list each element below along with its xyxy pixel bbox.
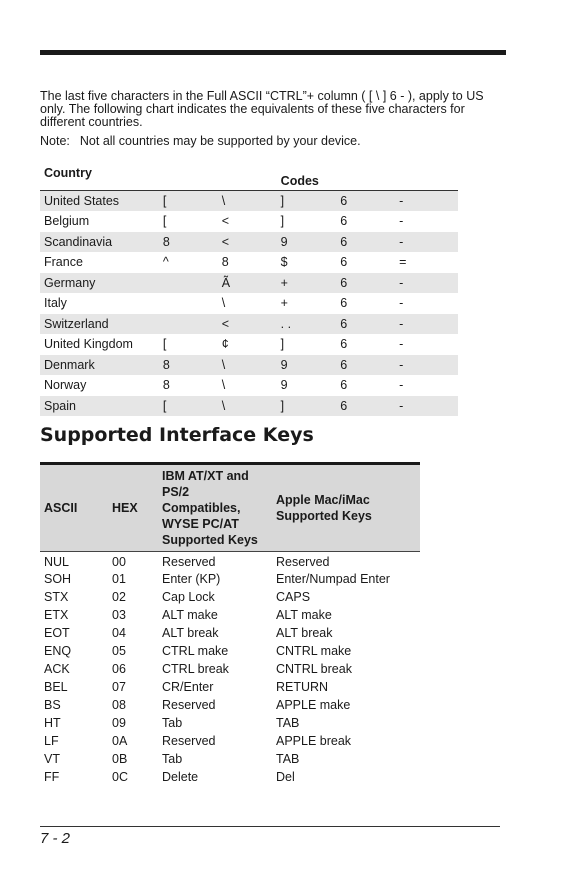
note-label: Note: <box>40 134 70 148</box>
code-cell <box>163 273 222 294</box>
apple-cell: ALT make <box>276 607 332 622</box>
code-cell: < <box>221 316 230 331</box>
ascii-cell: NUL <box>44 554 70 569</box>
ibm-header: IBM AT/XT and PS/2 Compatibles, WYSE PC/AT Supported Keys <box>162 469 258 547</box>
apple-cell: CNTRL make <box>276 643 352 658</box>
ibm-cell: ALT break <box>162 625 219 640</box>
code-cell: - <box>399 275 404 290</box>
key-row <box>40 750 420 768</box>
ascii-cell: STX <box>44 589 69 604</box>
key-row <box>40 714 420 732</box>
code-cell: 6 <box>340 234 348 249</box>
key-row <box>40 660 420 678</box>
ascii-cell: EOT <box>44 625 70 640</box>
ascii-cell: BEL <box>44 679 68 694</box>
code-cell: - <box>399 357 404 372</box>
apple-cell: Del <box>276 769 295 784</box>
hex-cell: 04 <box>112 625 126 640</box>
code-cell: 6 <box>340 194 348 208</box>
page-number: 7 - 2 <box>40 830 71 847</box>
hex-cell: 09 <box>112 715 126 730</box>
country-row <box>40 334 458 355</box>
country-row <box>40 375 458 396</box>
hex-cell: 07 <box>112 679 126 694</box>
ibm-cell: Tab <box>162 751 183 766</box>
code-cell: ¢ <box>221 337 229 352</box>
ibm-cell: CTRL make <box>162 643 229 658</box>
code-cell: \ <box>221 398 226 413</box>
key-row <box>40 696 420 714</box>
code-cell: + <box>280 275 288 290</box>
key-row <box>40 552 420 570</box>
codes-header: Codes <box>280 174 319 188</box>
ibm-cell: Enter (KP) <box>162 571 221 586</box>
country-table-body <box>40 191 458 417</box>
country-row <box>40 232 458 253</box>
code-cell: 6 <box>340 378 348 393</box>
code-cell: 8 <box>162 378 170 393</box>
code-cell: [ <box>162 398 167 413</box>
apple-cell: Enter/Numpad Enter <box>276 571 390 586</box>
apple-cell: ALT break <box>276 625 333 640</box>
code-cell: + <box>280 296 288 311</box>
country-codes-table <box>40 166 458 416</box>
hex-cell: 03 <box>112 607 126 622</box>
hex-cell: 0A <box>112 733 128 748</box>
code-cell: < <box>221 214 230 229</box>
code-cell: 9 <box>280 378 288 393</box>
country-row <box>40 211 458 232</box>
country-table-header <box>40 166 458 191</box>
ascii-cell: ENQ <box>44 643 72 658</box>
ascii-cell: LF <box>44 733 59 748</box>
note <box>40 134 500 148</box>
ascii-cell: BS <box>44 697 61 712</box>
country-name: Belgium <box>44 214 90 229</box>
keys-table-header <box>40 464 420 552</box>
ascii-cell: ETX <box>44 607 69 622</box>
code-cell: [ <box>162 337 167 352</box>
apple-cell: CNTRL break <box>276 661 352 676</box>
code-cell: [ <box>162 214 167 229</box>
country-name: Denmark <box>44 357 95 372</box>
code-cell: 9 <box>280 357 288 372</box>
hex-header: HEX <box>112 501 138 515</box>
ascii-cell: SOH <box>44 571 72 586</box>
interface-keys-table <box>40 462 420 786</box>
apple-cell: TAB <box>276 715 300 730</box>
code-cell: 6 <box>340 214 348 229</box>
ibm-cell: Reserved <box>162 697 216 712</box>
code-cell: ] <box>280 194 285 208</box>
ibm-cell: Reserved <box>162 554 216 569</box>
country-name: United Kingdom <box>44 337 133 352</box>
code-cell: - <box>399 398 404 413</box>
hex-cell: 05 <box>112 643 126 658</box>
code-cell: 6 <box>340 357 348 372</box>
key-row <box>40 732 420 750</box>
ascii-cell: HT <box>44 715 61 730</box>
section-title: Supported Interface Keys <box>40 424 314 446</box>
code-cell: - <box>399 214 404 229</box>
country-name: Spain <box>44 398 76 413</box>
country-name: France <box>44 255 83 270</box>
hex-cell: 02 <box>112 589 126 604</box>
ibm-cell: Delete <box>162 769 199 784</box>
code-cell: - <box>399 296 404 311</box>
top-rule <box>40 50 506 55</box>
code-cell: \ <box>221 357 226 372</box>
country-name: Norway <box>44 378 87 393</box>
code-cell: 6 <box>340 255 348 270</box>
ibm-cell: Tab <box>162 715 183 730</box>
country-row <box>40 252 458 273</box>
intro-paragraph: The last five characters in the Full ASCII “CTRL”+ column ( [ \ ] 6 - ), apply to US only. The following chart indicates the equivalents of these five characters for different countries. <box>40 89 484 129</box>
country-row <box>40 293 458 314</box>
keys-table-body <box>40 552 420 786</box>
apple-cell: RETURN <box>276 679 329 694</box>
code-cell: . . <box>280 316 292 331</box>
code-cell: - <box>399 194 404 208</box>
code-cell: \ <box>221 296 226 311</box>
country-name: Switzerland <box>44 316 109 331</box>
code-cell: < <box>221 234 230 249</box>
code-cell: Ã <box>221 275 231 290</box>
apple-cell: CAPS <box>276 589 311 604</box>
ascii-cell: ACK <box>44 661 70 676</box>
hex-cell: 06 <box>112 661 126 676</box>
apple-header: Apple Mac/iMac Supported Keys <box>276 493 372 523</box>
key-row <box>40 606 420 624</box>
ibm-cell: Cap Lock <box>162 589 215 604</box>
hex-cell: 0B <box>112 751 128 766</box>
apple-cell: Reserved <box>276 554 330 569</box>
ascii-cell: VT <box>44 751 60 766</box>
key-row <box>40 588 420 606</box>
country-row <box>40 355 458 376</box>
code-cell: 6 <box>340 337 348 352</box>
code-cell: \ <box>221 378 226 393</box>
key-row <box>40 624 420 642</box>
country-header: Country <box>44 166 92 180</box>
key-row <box>40 642 420 660</box>
code-cell: - <box>399 378 404 393</box>
code-cell: = <box>399 255 407 270</box>
country-row <box>40 396 458 417</box>
country-name: Germany <box>44 275 96 290</box>
code-cell: 6 <box>340 316 348 331</box>
apple-cell: TAB <box>276 751 300 766</box>
apple-cell: APPLE make <box>276 697 351 712</box>
country-name: Scandinavia <box>44 234 113 249</box>
code-cell: 8 <box>162 234 170 249</box>
code-cell: - <box>399 316 404 331</box>
code-cell: ] <box>280 398 285 413</box>
hex-cell: 01 <box>112 571 126 586</box>
key-row <box>40 570 420 588</box>
code-cell: 8 <box>162 357 170 372</box>
code-cell <box>163 314 222 335</box>
key-row <box>40 768 420 786</box>
country-name: Italy <box>44 296 67 311</box>
code-cell: [ <box>162 194 167 208</box>
code-cell: 8 <box>221 255 229 270</box>
key-row <box>40 678 420 696</box>
code-cell: 6 <box>340 296 348 311</box>
code-cell: - <box>399 337 404 352</box>
code-cell: 6 <box>340 398 348 413</box>
country-row <box>40 273 458 294</box>
code-cell <box>163 293 222 314</box>
ascii-header: ASCII <box>44 501 78 515</box>
ibm-cell: ALT make <box>162 607 218 622</box>
code-cell: 6 <box>340 275 348 290</box>
code-cell: - <box>399 234 404 249</box>
code-cell: ^ <box>162 255 169 270</box>
code-cell: \ <box>221 194 226 208</box>
apple-cell: APPLE break <box>276 733 352 748</box>
code-cell: 9 <box>280 234 288 249</box>
hex-cell: 00 <box>112 554 126 569</box>
ibm-cell: Reserved <box>162 733 216 748</box>
code-cell: ] <box>280 214 285 229</box>
bottom-rule <box>40 826 500 827</box>
country-name: United States <box>44 194 120 208</box>
code-cell: $ <box>280 255 288 270</box>
ibm-cell: CR/Enter <box>162 679 214 694</box>
hex-cell: 0C <box>112 769 128 784</box>
country-row <box>40 191 458 212</box>
note-text: Not all countries may be supported by your device. <box>79 134 361 148</box>
country-row <box>40 314 458 335</box>
code-cell: ] <box>280 337 285 352</box>
ibm-cell: CTRL break <box>162 661 229 676</box>
ascii-cell: FF <box>44 769 60 784</box>
hex-cell: 08 <box>112 697 126 712</box>
